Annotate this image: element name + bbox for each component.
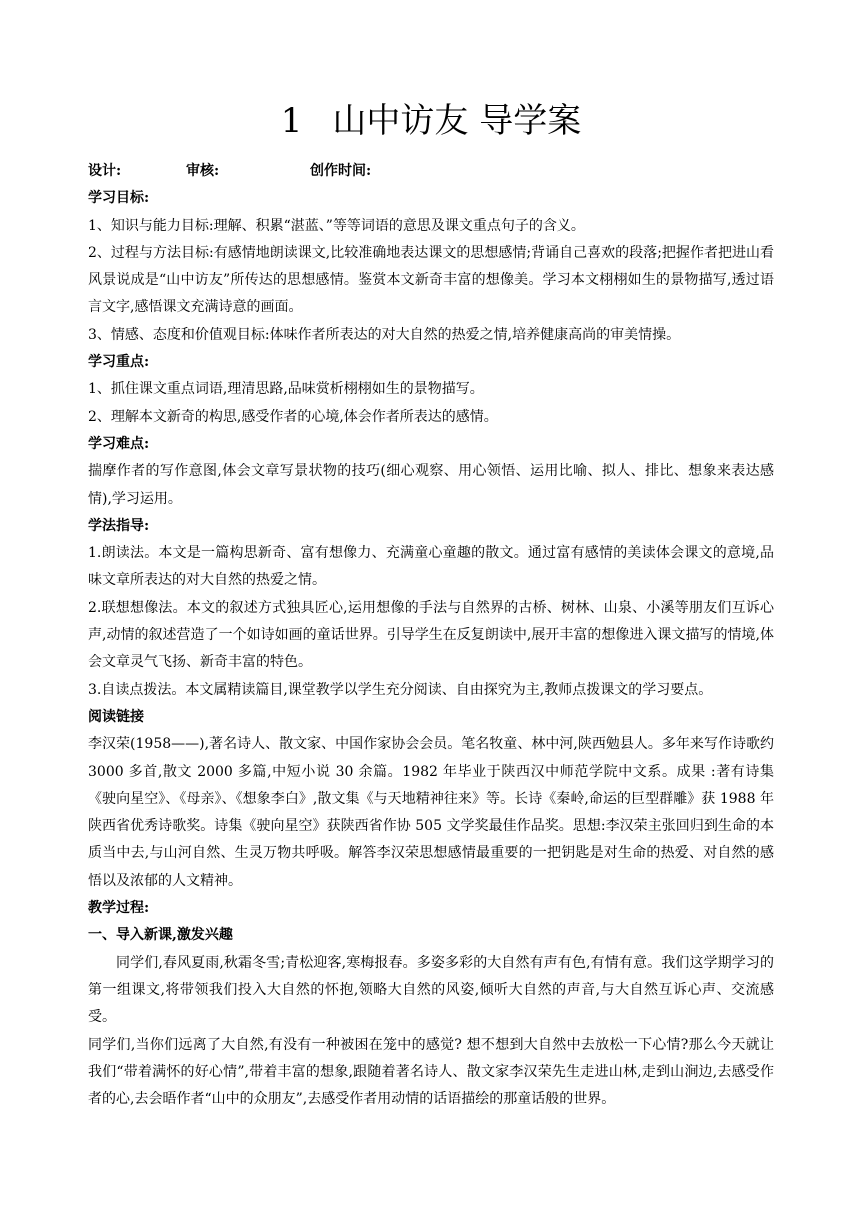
method-item: 1.朗读法。本文是一篇构思新奇、富有想像力、充满童心童趣的散文。通过富有感情的美读体会课文的意境,品味文章所表达的对大自然的热爱之情。: [88, 545, 774, 589]
key-point-item: 1、抓住课文重点词语,理清思路,品味赏析栩栩如生的景物描写。: [88, 381, 484, 398]
goal-item: 2、过程与方法目标:有感情地朗读课文,比较准确地表达课文的思想感情;背诵自己喜欢的段落;把握作者把进山看风景说成是“山中访友”所传达的思想感情。鉴赏本文新奇丰富的想像美。学习本文栩栩如生的景物描写,透过语言文字,感悟课文充满诗意的画面。: [88, 244, 774, 316]
method-item: 2.联想想像法。本文的叙述方式独具匠心,运用想像的手法与自然界的古桥、树林、山泉、小溪等朋友们互诉心声,动情的叙述营造了一个如诗如画的童话世界。引导学生在反复朗读中,展开丰富的想像进入课文描写的情境,体会文章灵气飞扬、新奇丰富的特色。: [88, 599, 774, 671]
lesson-number: 1: [280, 101, 303, 141]
process-paragraph-2: 同学们,当你们远离了大自然,有没有一种被困在笼中的感觉? 想不想到大自然中去放松一下心情?那么今天就让我们“带着满怀的好心情”,带着丰富的想象,跟随着著名诗人、散文家李汉荣先生走进山林,走到山涧边,去感受作者的心,去会晤作者“山中的众朋友”,去感受作者用动情的话语描绘的那童话般的世界。: [88, 1036, 774, 1108]
key-points-heading: 学习重点:: [88, 354, 150, 371]
method-item: 3.自读点拨法。本文属精读篇目,课堂教学以学生充分阅读、自由探究为主,教师点拨课文的学习要点。: [88, 681, 713, 698]
reading-link-text: 李汉荣(1958——),著名诗人、散文家、中国作家协会会员。笔名牧童、林中河,陕西勉县人。多年来写作诗歌约 3000 多首,散文 2000 多篇,中短小说 30 余篇。1982 年毕业于陕西汉中师范学院中文系。成果 :著有诗集《驶向星空》、《母亲》、《想象李白》,散文集《与天地精神往来》等。长诗《秦岭,命运的巨型群雕》获 1988 年陕西省优秀诗歌奖。诗集《驶向星空》获陕西省作协 505 文学奖最佳作品奖。思想:李汉荣主张回归到生命的本质当中去,与山河自然、生灵万物共呼吸。解答李汉荣思想感情最重要的一把钥匙是对生命的热爱、对自然的感悟以及浓郁的人文精神。: [88, 736, 774, 889]
page-title: [88, 96, 774, 146]
meta-line: [88, 158, 774, 185]
process-paragraph-1: 同学们,春风夏雨,秋霜冬雪;青松迎客,寒梅报春。多姿多彩的大自然有声有色,有情有意。我们这学期学习的第一组课文,将带领我们投入大自然的怀抱,领略大自然的风姿,倾听大自然的声音,与大自然互诉心声、交流感受。: [88, 954, 774, 1026]
process-heading: 教学过程:: [88, 900, 150, 917]
section1-heading: 一、导入新课,激发兴趣: [88, 927, 233, 944]
meta-design: 设计:: [88, 163, 122, 179]
meta-created: 创作时间:: [310, 163, 372, 179]
difficulties-heading: 学习难点:: [88, 435, 150, 452]
goals-heading: 学习目标:: [88, 190, 150, 207]
document-page: [88, 96, 774, 1113]
key-point-item: 2、理解本文新奇的构思,感受作者的心境,体会作者所表达的感情。: [88, 408, 498, 425]
lesson-title: 山中访友 导学案: [332, 101, 582, 141]
goal-item: 1、知识与能力目标:理解、积累“湛蓝、”等等词语的意思及课文重点句子的含义。: [88, 217, 585, 234]
meta-review: 审核:: [186, 163, 220, 179]
reading-link-heading: 阅读链接: [88, 708, 144, 725]
goal-item: 3、情感、态度和价值观目标:体味作者所表达的对大自然的热爱之情,培养健康高尚的审美情操。: [88, 326, 681, 343]
methods-heading: 学法指导:: [88, 517, 150, 534]
difficulties-text: 揣摩作者的写作意图,体会文章写景状物的技巧(细心观察、用心领悟、运用比喻、拟人、排比、想象来表达感情),学习运用。: [88, 463, 774, 507]
